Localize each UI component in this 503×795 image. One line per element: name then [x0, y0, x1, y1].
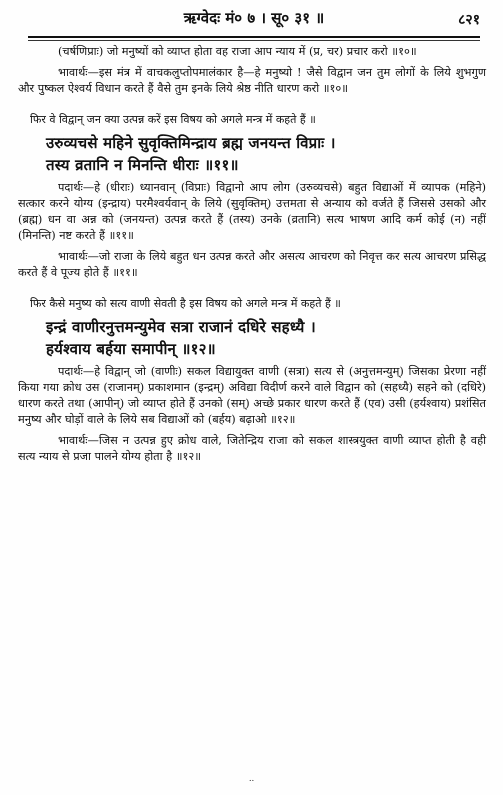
paragraph-bhavartha-10: भावार्थः—इस मंत्र में वाचकलुप्तोपमालंकार है—हे मनुष्यो ! जैसे विद्वान जन तुम लोगों के लिये शुभगुण और पुष्कल ऐश्वर्य विधान करते हैं वैसे तुम इनके लिये श्रेष्ठ नीति धारण करो ॥१०॥ — [18, 66, 486, 95]
paragraph-padartha-11: पदार्थः—हे (धीराः) ध्यानवान् (विप्राः) विद्वानो आप लोग (उरुव्यचसे) बहुत विद्याओं में व्यापक (महिने) सत्कार करने योग्य (इन्द्राय) परमैश्वर्यवान् के लिये (सुवृक्तिम्) उत्तमता से अन्याय को वर्जते हैं जिससे उसको और (ब्रह्म) धन वा अन्न को (जनयन्त) उत्पन्न करते हैं (तस्य) उनके (व्रतानि) सत्य भाषण आदि कर्म कोई (न) नहीं (मिनन्ति) नष्ट करते हैं ॥११॥ — [18, 181, 486, 242]
spacer — [18, 286, 486, 290]
page-body — [18, 44, 486, 470]
mantra-intro-12: फिर कैसे मनुष्य को सत्य वाणी सेवती है इस विषय को अगले मन्त्र में कहते हैं ॥ — [30, 297, 341, 310]
paragraph-padartha-12: पदार्थः—हे विद्वान् जो (वाणीः) सकल विद्यायुक्त वाणी (सत्रा) सत्य से (अनुत्तमन्युम्) जिसका प्रेरणा नहीं किया गया क्रोध उस (राजानम्) प्रकाशमान (इन्द्रम्) अविद्या विदीर्ण करने वाले विद्वान को (सहध्यै) सहने को (दधिरे) धारण करते तथा (आपीन्) जो व्याप्त होते हैं उनको (सम्) अच्छे प्रकार धारण करते हैं (एव) उसी (हर्यश्वाय) प्रशंसित मनुष्य और घोड़ों वाले के लिये सब विद्याओं को (बर्हय) बढ़ाओ ॥१२॥ — [18, 365, 486, 426]
mantra-intro-11: फिर वे विद्वान् जन क्या उत्पन्न करें इस विषय को अगले मन्त्र में कहते हैं ॥ — [30, 113, 316, 126]
spacer — [18, 102, 486, 106]
paragraph-bhavartha-12: भावार्थः—जिस न उत्पन्न हुए क्रोध वाले, जितेन्द्रिय राजा को सकल शास्त्रयुक्त वाणी व्याप्त होती है वही सत्य न्याय से प्रजा पालने योग्य होता है ॥१२॥ — [18, 434, 486, 463]
page-header — [28, 6, 480, 32]
header-rule-thin — [28, 40, 480, 41]
page-number: ८२१ — [458, 12, 480, 28]
mantra-12-line-2: हर्यश्वाय बर्हया समापीन् ॥१२॥ — [46, 340, 216, 358]
running-head: ऋग्वेदः मं० ७ । सू० ३१ ॥ — [183, 9, 325, 27]
header-rule — [28, 36, 480, 38]
paragraph-padartha-10-end: (चर्षणिप्राः) जो मनुष्यों को व्याप्त होता वह राजा आप न्याय में (प्र, चर) प्रचार करो ॥१०॥ — [58, 45, 417, 58]
mantra-11-line-1: उरुव्यचसे महिने सुवृक्तिमिन्द्राय ब्रह्म जनयन्त विप्राः । — [46, 134, 336, 152]
footer-mark: ‥ — [248, 774, 255, 783]
mantra-12-line-1: इन्द्रं वाणीरनुत्तमन्युमेव सत्रा राजानं दधिरे सहध्यै । — [46, 318, 316, 336]
paragraph-bhavartha-11: भावार्थः—जो राजा के लिये बहुत धन उत्पन्न करते और असत्य आचरण को निवृत्त कर सत्य आचरण प्रसिद्ध करते हैं वे पूज्य होते हैं ॥११॥ — [18, 250, 486, 279]
mantra-11-line-2: तस्य व्रतानि न मिनन्ति धीराः ॥११॥ — [46, 156, 239, 174]
